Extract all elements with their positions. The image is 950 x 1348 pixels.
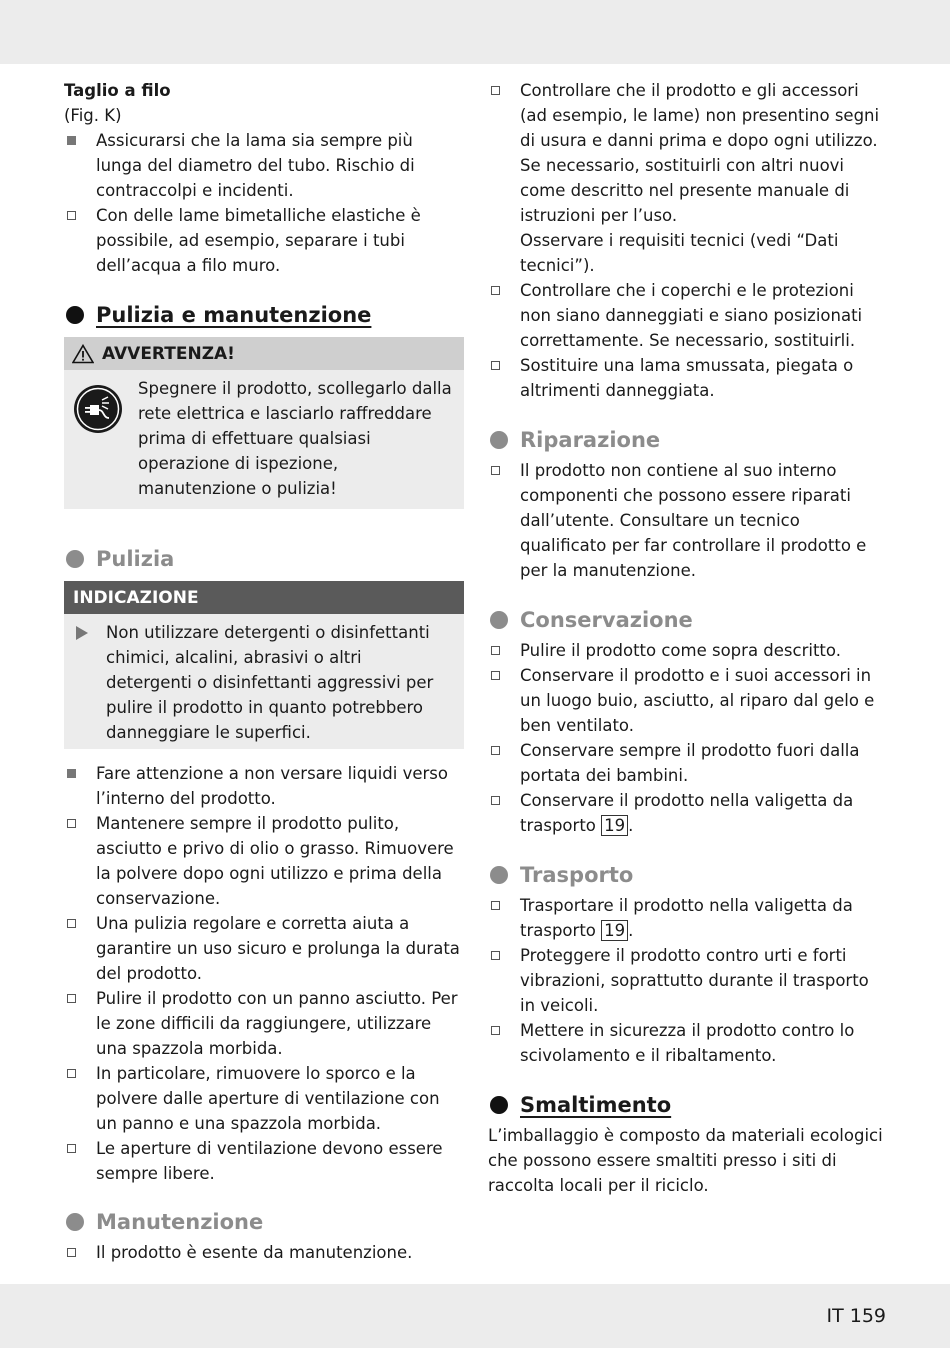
figure-reference: (Fig. K) [64,106,122,125]
header-band [0,0,950,64]
grey-circle-icon [490,611,508,629]
checkbox-bullet-icon [491,746,500,755]
left-column [64,78,464,1265]
section-title-taglio: Taglio a filo [64,81,171,100]
checkbox-bullet-icon [491,951,500,960]
checkbox-bullet-icon [491,646,500,655]
heading-pulizia: Pulizia [64,544,464,574]
heading-conservazione: Conservazione [488,605,888,635]
list-item: Con delle lame bimetalliche elastiche è possibile, ad esempio, separare i tubi dell’acqua a filo muro. [64,203,464,278]
checkbox-bullet-icon [491,286,500,295]
note-label: INDICAZIONE [73,587,199,608]
black-circle-icon [66,306,84,324]
list-item: Il prodotto è esente da manutenzione. [64,1240,464,1265]
checkbox-bullet-icon [491,671,500,680]
checkbox-bullet-icon [67,1069,76,1078]
list-item: Mettere in sicurezza il prodotto contro lo scivolamento e il ribaltamento. [488,1018,888,1068]
list-item: Assicurarsi che la lama sia sempre più lunga del diametro del tubo. Rischio di contraccolpi e incidenti. [64,128,464,203]
warning-box [64,337,464,509]
heading-manutenzione: Manutenzione [64,1207,464,1237]
list-item: Proteggere il prodotto contro urti e forti vibrazioni, soprattutto durante il trasporto in veicoli. [488,943,888,1018]
note-body [64,614,464,749]
heading-pulizia-manutenzione: Pulizia e manutenzione [64,300,464,330]
note-text: Non utilizzare detergenti o disinfettanti chimici, alcalini, abrasivi o altri detergenti o disinfettanti aggressivi per pulire il prodotto in quanto potrebbero danneggiare le superfici. [106,623,434,742]
list-item: Sostituire una lama smussata, piegata o altrimenti danneggiata. [488,353,888,403]
list-item: Trasportare il prodotto nella valigetta da trasporto 19 . [488,893,888,943]
smaltimento-paragraph: L’imballaggio è composto da materiali ecologici che possono essere smaltiti presso i siti di raccolta locali per il riciclo. [488,1126,883,1195]
list-item: Pulire il prodotto con un panno asciutto. Per le zone difficili da raggiungere, utilizzare una spazzola morbida. [64,986,464,1061]
filled-square-bullet-icon [67,769,76,778]
checkbox-bullet-icon [67,211,76,220]
checkbox-bullet-icon [491,86,500,95]
note-header [64,581,464,614]
list-item: Pulire il prodotto come sopra descritto. [488,638,888,663]
checkbox-bullet-icon [67,919,76,928]
checkbox-bullet-icon [67,1248,76,1257]
grey-circle-icon [66,1213,84,1231]
warning-text: Spegnere il prodotto, scollegarlo dalla rete elettrica e lasciarlo raffreddare prima di effettuare qualsiasi operazione di ispezione, manutenzione o pulizia! [138,379,452,498]
heading-trasporto: Trasporto [488,860,888,890]
warning-triangle-icon [72,344,94,364]
footer-band [0,1284,950,1348]
grey-circle-icon [490,431,508,449]
checkbox-bullet-icon [491,1026,500,1035]
filled-square-bullet-icon [67,136,76,145]
checkbox-bullet-icon [491,361,500,370]
checkbox-bullet-icon [67,1144,76,1153]
list-item: Conservare il prodotto nella valigetta da trasporto 19 . [488,788,888,838]
list-item: Fare attenzione a non versare liquidi verso l’interno del prodotto. [64,761,464,811]
list-item: Controllare che il prodotto e gli accessori (ad esempio, le lame) non presentino segni di usura e danni prima e dopo ogni utilizzo. Se necessario, sostituirli con altri nuovi come descritto nel presente manuale di istruzioni per l’uso. Osservare i requisiti tecnici (vedi “Dati tecnici”). [488,78,888,278]
heading-smaltimento: Smaltimento [488,1090,888,1120]
part-number-ref: 19 [601,920,628,941]
warning-body [64,370,464,509]
checkbox-bullet-icon [491,466,500,475]
list-item: Mantenere sempre il prodotto pulito, asciutto e privo di olio o grasso. Rimuovere la polvere dopo ogni utilizzo e prima della conservazione. [64,811,464,911]
list-item: Il prodotto non contiene al suo interno componenti che possono essere riparati dall’utente. Consultare un tecnico qualificato per far controllare il prodotto e per la manutenzione. [488,458,888,583]
checkbox-bullet-icon [491,796,500,805]
grey-circle-icon [490,866,508,884]
heading-riparazione: Riparazione [488,425,888,455]
triangle-arrow-icon [76,626,88,640]
list-item: Una pulizia regolare e corretta aiuta a garantire un uso sicuro e prolunga la durata del prodotto. [64,911,464,986]
page-number: IT 159 [826,1305,886,1327]
warning-label: AVVERTENZA! [102,343,235,364]
list-item: Conservare il prodotto e i suoi accessori in un luogo buio, asciutto, al riparo dal gelo e ben ventilato. [488,663,888,738]
list-item: Controllare che i coperchi e le protezioni non siano danneggiati e siano posizionati correttamente. Se necessario, sostituirli. [488,278,888,353]
black-circle-icon [490,1096,508,1114]
grey-circle-icon [66,550,84,568]
list-item: In particolare, rimuovere lo sporco e la polvere dalle aperture di ventilazione con un panno e una spazzola morbida. [64,1061,464,1136]
list-item: Le aperture di ventilazione devono essere sempre libere. [64,1136,464,1186]
part-number-ref: 19 [601,815,628,836]
checkbox-bullet-icon [67,994,76,1003]
right-column [488,78,888,1198]
list-item: Conservare sempre il prodotto fuori dalla portata dei bambini. [488,738,888,788]
unplug-plug-icon [73,384,123,434]
checkbox-bullet-icon [67,819,76,828]
checkbox-bullet-icon [491,901,500,910]
warning-header [64,337,464,370]
